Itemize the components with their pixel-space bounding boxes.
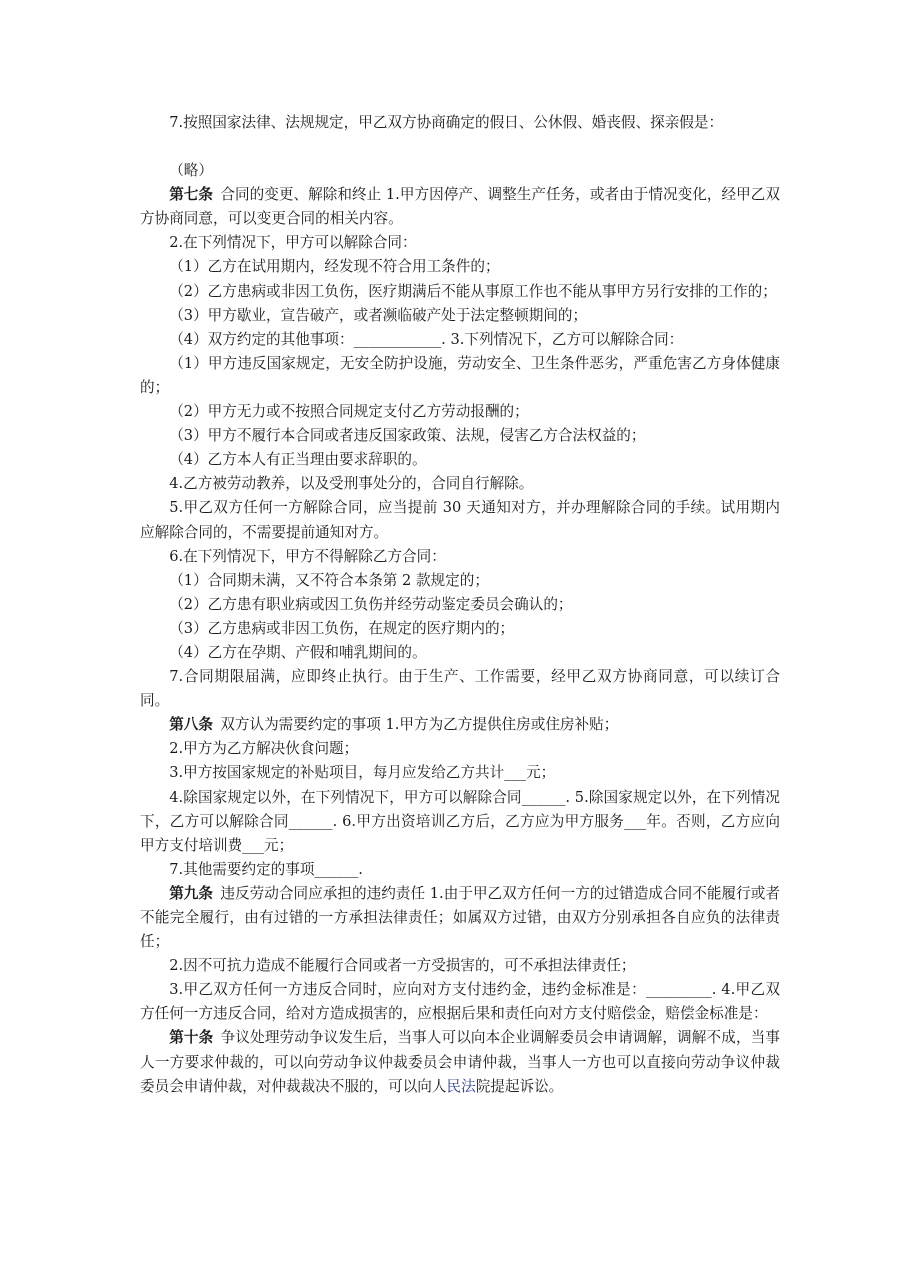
paragraph: （4）乙方在孕期、产假和哺乳期间的。 — [169, 643, 427, 661]
paragraph: （4）双方约定的其他事项：____________. 3.下列情况下，乙方可以解除合同： — [169, 330, 684, 348]
paragraph: 3.甲乙双方任何一方违反合同时，应向对方支付违约金，违约金标准是：_________. 4.甲乙双方任何一方违反合同，给对方造成损害的，应根据后果和责任向对方支付赔偿金，赔偿金标准是： — [140, 981, 780, 1023]
article-7 — [140, 183, 780, 231]
paragraph: （2）乙方患病或非因工负伤，医疗期满后不能从事原工作也不能从事甲方另行安排的工作的； — [169, 282, 777, 300]
article-9-text: 违反劳动合同应承担的违约责任 1.由于甲乙双方任何一方的过错造成合同不能履行或者不能完全履行，由有过错的一方承担法律责任；如属双方过错，由双方分别承担各自应负的法律责任； — [140, 884, 780, 951]
paragraph-omitted: （略） — [169, 162, 213, 180]
paragraph-holidays: 7.按照国家法律、法规规定，甲乙双方协商确定的假日、公休假、婚丧假、探亲假是： — [169, 114, 724, 131]
article-9-heading: 第九条 — [169, 884, 214, 902]
paragraph: （3）甲方不履行本合同或者违反国家政策、法规，侵害乙方合法权益的； — [169, 427, 646, 445]
paragraph: 2.因不可抗力造成不能履行合同或者一方受损害的，可不承担法律责任； — [169, 957, 636, 975]
civil-law-link[interactable]: 民法 — [446, 1077, 476, 1095]
article-10-text: 争议处理劳动争议发生后，当事人可以向本企业调解委员会申请调解，调解不成，当事人一方要求仲裁的，可以向劳动争议仲裁委员会申请仲裁，当事人一方也可以直接向劳动争议仲裁委员会申请仲裁，对仲裁裁决不服的，可以向人 — [140, 1029, 780, 1095]
article-10-text-end: 院提起诉讼。 — [475, 1077, 564, 1095]
paragraph: 7.合同期限届满，应即终止执行。由于生产、工作需要，经甲乙双方协商同意，可以续订合同。 — [140, 668, 780, 710]
article-9 — [140, 882, 780, 954]
paragraph: （4）乙方本人有正当理由要求辞职的。 — [169, 451, 427, 469]
article-8 — [140, 713, 780, 737]
paragraph: 6.在下列情况下，甲方不得解除乙方合同： — [169, 547, 446, 565]
paragraph: 2.在下列情况下，甲方可以解除合同： — [169, 234, 417, 252]
paragraph: （2）甲方无力或不按照合同规定支付乙方劳动报酬的； — [169, 403, 529, 421]
contract-body — [140, 111, 780, 1099]
paragraph: （1）甲方违反国家规定，无安全防护设施，劳动安全、卫生条件恶劣，严重危害乙方身体健康的； — [140, 354, 780, 396]
paragraph: 4.乙方被劳动教养，以及受刑事处分的，合同自行解除。 — [169, 475, 534, 493]
article-10-heading: 第十条 — [169, 1029, 214, 1047]
paragraph: （2）乙方患有职业病或因工负伤并经劳动鉴定委员会确认的； — [169, 595, 573, 613]
paragraph: （1）乙方在试用期内，经发现不符合用工条件的； — [169, 258, 500, 276]
paragraph-gap — [140, 135, 780, 159]
article-10 — [140, 1026, 780, 1098]
paragraph: 4.除国家规定以外，在下列情况下，甲方可以解除合同______. 5.除国家规定以外，在下列情况下，乙方可以解除合同______. 6.甲方出资培训乙方后，乙方应为甲方服务___年。否则，乙方应向甲方支付培训费___元； — [140, 788, 780, 854]
article-8-heading: 第八条 — [169, 716, 213, 734]
paragraph: 5.甲乙双方任何一方解除合同，应当提前 30 天通知对方，并办理解除合同的手续。试用期内应解除合同的，不需要提前通知对方。 — [140, 499, 780, 541]
article-8-text: 双方认为需要约定的事项 1.甲方为乙方提供住房或住房补贴； — [220, 716, 619, 734]
paragraph: （1）合同期未满，又不符合本条第 2 款规定的； — [169, 571, 489, 589]
paragraph: （3）乙方患病或非因工负伤，在规定的医疗期内的； — [169, 619, 515, 637]
paragraph: （3）甲方歇业，宣告破产，或者濒临破产处于法定整顿期间的； — [169, 306, 588, 324]
article-7-heading: 第七条 — [169, 186, 214, 204]
article-7-text: 合同的变更、解除和终止 1.甲方因停产、调整生产任务，或者由于情况变化，经甲乙双方协商同意，可以变更合同的相关内容。 — [140, 186, 780, 228]
paragraph: 3.甲方按国家规定的补贴项目，每月应发给乙方共计___元； — [169, 764, 556, 782]
paragraph: 2.甲方为乙方解决伙食问题； — [169, 740, 359, 758]
paragraph: 7.其他需要约定的事项______. — [169, 860, 363, 878]
